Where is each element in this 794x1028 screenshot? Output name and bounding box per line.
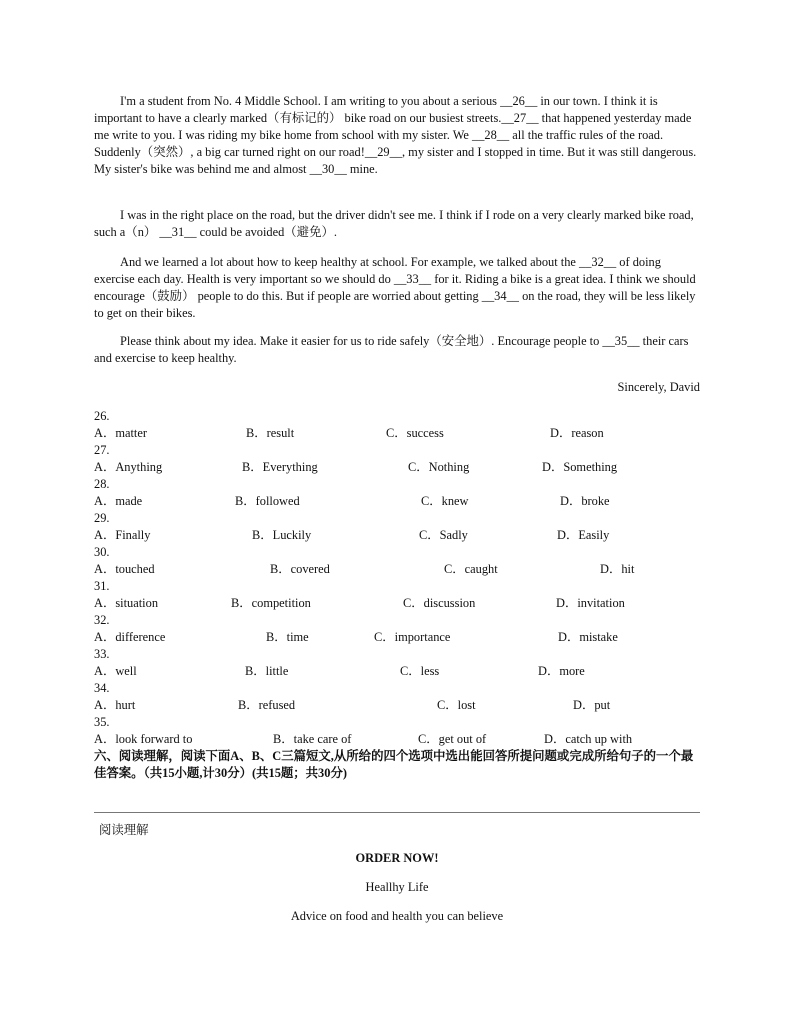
letter-paragraph-4: Please think about my idea. Make it easier for us to ride safely（安全地）. Encourage people to __35__ their cars and exercise to keep healthy.: [94, 334, 689, 365]
answer-option[interactable]: D．Easily: [557, 528, 610, 542]
answer-option[interactable]: A．touched: [94, 562, 155, 576]
letter-paragraph-2: I was in the right place on the road, but the driver didn't see me. I think if I rode on a very clearly marked bike road, such a（n） __31__ could be avoided（避免）.: [94, 208, 694, 239]
answer-option[interactable]: D．invitation: [556, 596, 625, 610]
question-number: 35.: [94, 715, 110, 729]
answer-option[interactable]: C．importance: [374, 630, 451, 644]
answer-option[interactable]: D．broke: [560, 494, 610, 508]
answer-option[interactable]: B．result: [246, 426, 295, 440]
ad-name: Heallhy Life: [365, 880, 429, 894]
question-number: 29.: [94, 511, 110, 525]
answer-option[interactable]: C．get out of: [418, 732, 487, 746]
answer-option[interactable]: B．covered: [270, 562, 330, 576]
letter-paragraph-3: And we learned a lot about how to keep healthy at school. For example, we talked about the __32__ of doing exercise each day. Health is very important so we should do __33__ for it. Riding a bike is a great idea. I think we should encourage（鼓励） people to do this. But if people are worried about getting __34__ on the road, they will be less likely to get on their bikes.: [94, 255, 696, 320]
answer-option[interactable]: C．success: [386, 426, 444, 440]
answer-option[interactable]: A．hurt: [94, 698, 136, 712]
letter-paragraph-1: I'm a student from No. 4 Middle School. I am writing to you about a serious __26__ in our town. I think it is important to have a clearly marked（有标记的） bike road on our busiest streets.__27__ that happened yesterday made me write to you. I was riding my bike home from school with my sister. We __28__ all the traffic rules of the road. Suddenly（突然）, a big car turned right on our road!__29__, my sister and I stopped in time. But it was still dangerous. My sister's bike was behind me and almost __30__ mine.: [94, 94, 697, 176]
answer-option[interactable]: A．difference: [94, 630, 166, 644]
answer-option[interactable]: A．Finally: [94, 528, 151, 542]
section-label: 阅读理解: [99, 823, 149, 837]
answer-option[interactable]: A．matter: [94, 426, 147, 440]
answer-option[interactable]: C．caught: [444, 562, 498, 576]
answer-option[interactable]: B．refused: [238, 698, 296, 712]
answer-option[interactable]: A．Anything: [94, 460, 163, 474]
answer-option[interactable]: D．Something: [542, 460, 618, 474]
answer-option[interactable]: D．hit: [600, 562, 635, 576]
answer-option[interactable]: B．followed: [235, 494, 300, 508]
answer-option[interactable]: A．made: [94, 494, 143, 508]
letter-signoff: Sincerely, David: [617, 380, 700, 394]
divider: [94, 812, 700, 813]
question-number: 30.: [94, 545, 110, 559]
answer-option[interactable]: C．knew: [421, 494, 469, 508]
answer-option[interactable]: D．mistake: [558, 630, 618, 644]
question-number: 26.: [94, 409, 110, 423]
answer-option[interactable]: B．Everything: [242, 460, 318, 474]
answer-option[interactable]: A．look forward to: [94, 732, 193, 746]
answer-option[interactable]: A．well: [94, 664, 137, 678]
ad-tagline: Advice on food and health you can believe: [290, 909, 504, 923]
answer-option[interactable]: B．competition: [231, 596, 311, 610]
question-number: 32.: [94, 613, 110, 627]
question-number: 34.: [94, 681, 110, 695]
answer-option[interactable]: C．less: [400, 664, 440, 678]
answer-option[interactable]: D．reason: [550, 426, 604, 440]
answer-option[interactable]: C．discussion: [403, 596, 476, 610]
answer-option[interactable]: B．time: [266, 630, 309, 644]
question-number: 28.: [94, 477, 110, 491]
answer-option[interactable]: B．take care of: [273, 732, 352, 746]
answer-option[interactable]: B．little: [245, 664, 289, 678]
question-number: 33.: [94, 647, 110, 661]
answer-option[interactable]: D．more: [538, 664, 585, 678]
question-number: 31.: [94, 579, 110, 593]
ad-heading: ORDER NOW!: [355, 851, 439, 865]
answer-option[interactable]: C．Sadly: [419, 528, 468, 542]
answer-option[interactable]: D．catch up with: [544, 732, 633, 746]
answer-option[interactable]: A．situation: [94, 596, 159, 610]
question-number: 27.: [94, 443, 110, 457]
answer-option[interactable]: B．Luckily: [252, 528, 312, 542]
answer-option[interactable]: C．Nothing: [408, 460, 470, 474]
answer-option[interactable]: C．lost: [437, 698, 476, 712]
section-title: 六、阅读理解，阅读下面A、B、C三篇短文,从所给的四个选项中选出能回答所提问题或完成所给句子的一个最佳答案。（共15小题,计30分）(共15题；共30分): [94, 749, 694, 780]
answer-option[interactable]: D．put: [573, 698, 611, 712]
